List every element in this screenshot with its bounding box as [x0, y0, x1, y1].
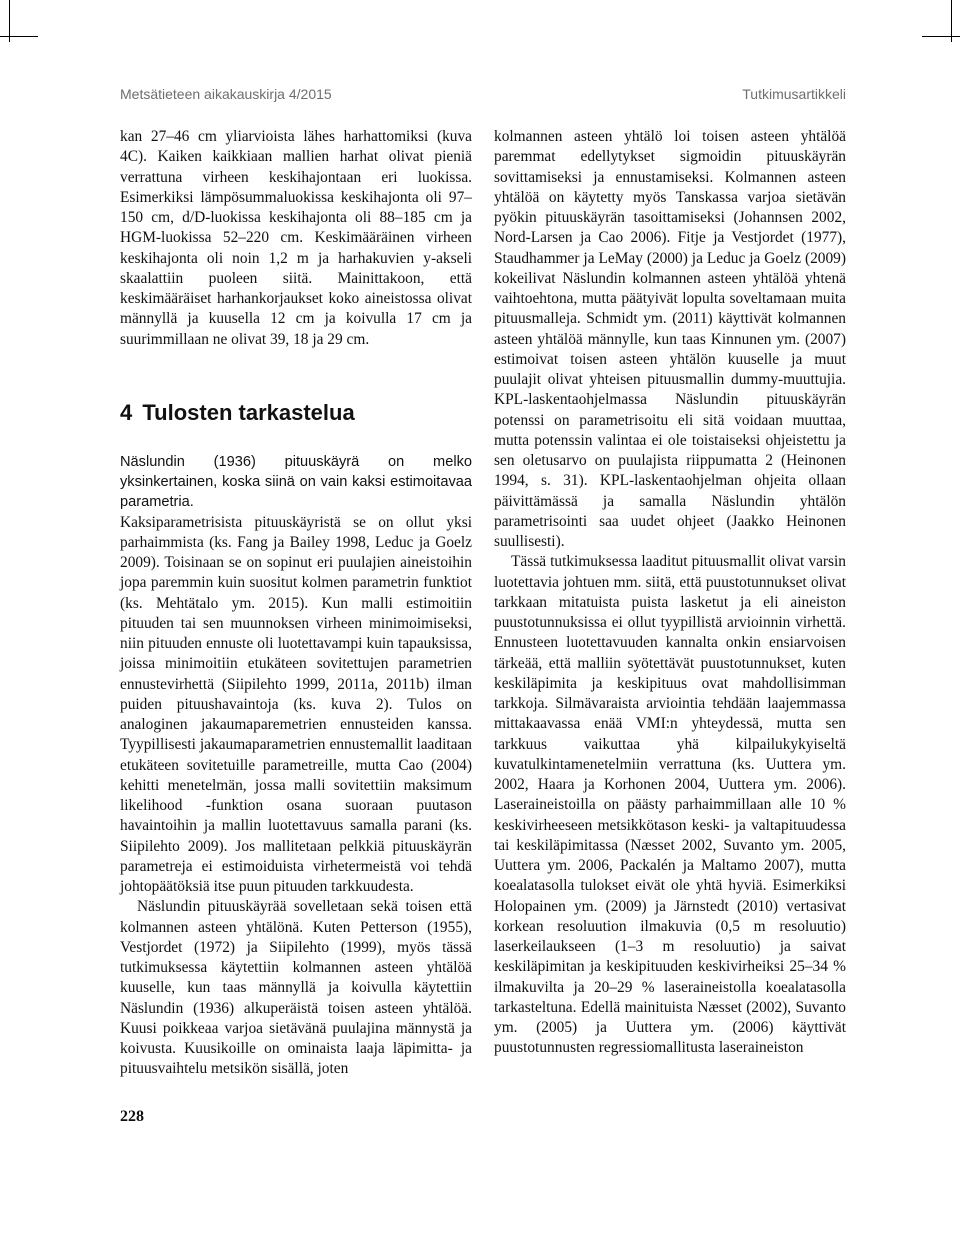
crop-mark	[922, 36, 960, 37]
crop-mark	[0, 36, 38, 37]
section-lead: Näslundin (1936) pituuskäyrä on melko yksinkertainen, koska siinä on vain kaksi estimoitavaa parametria.	[120, 453, 472, 511]
right-column	[494, 127, 846, 1059]
body-paragraph: Tässä tutkimuksessa laaditut pituusmallit olivat varsin luotettavia johtuen mm. siitä, että puustotunnukset olivat tarkkaan mitatuista puista lasketut ja eli aineiston puustotunnuksissa ei ollut tyypillistä arvioinnin virhettä. Ennusteen luotettavuuden kannalta onkin ensiarvoisen tärkeää, että malliin syötettävät puustotunnukset, kuten keskiläpimita ja keskipituus ovat mahdollisimman tarkkoja. Silmävaraista arviointia tehdään laajemmassa mittakaavassa enää VMI:n yhteydessä, mutta sen tarkkuus vaikuttaa yhä kilpailukykyiseltä kuvatulkintamenetelmiin verrattuna (ks. Uuttera ym. 2002, Haara ja Korhonen 2004, Uuttera ym. 2006). Laseraineistoilla on päästy parhaimmillaan alle 10 % keskivirheeseen metsikkötason keski- ja valtapituudessa tai keskiläpimitassa (Næsset 2002, Suvanto ym. 2005, Uuttera ym. 2006, Packalén ja Maltamo 2007), mutta koealatasolla tulokset eivät ole yhtä hyviä. Esimerkiksi Holopainen ym. (2009) ja Järnstedt (2010) vertasivat korkean resoluution ilmakuvia (0,5 m resoluutio) laserkeilaukseen (1–3 m resoluutio) ja saivat keskiläpimitan ja keskipituuden keskivirheiksi 25–34 % ilmakuvilta ja 20–29 % laseraineistolla koealatasolla tarkasteltuna. Edellä mainituista Næsset (2002), Suvanto ym. (2005) ja Uuttera ym. (2006) käyttivät puustotunnusten regressiomallitusta laseraineiston	[494, 553, 846, 1057]
section-heading	[120, 399, 472, 427]
body-paragraph: kan 27–46 cm yliarvioista lähes harhattomiksi (kuva 4C). Kaiken kaikkiaan mallien harhat olivat pieniä verrattuna virheen keskihajontaan eri luokissa. Esimerkiksi lämpösummaluokissa keskihajonta oli 97–150 cm, d/D-luokissa keskihajonta oli 88–185 cm ja HGM-luokissa 52–220 cm. Keskimääräinen virheen keskihajonta oli noin 1,2 m ja harhakuvien y-akseli skaalattiin puoleen siitä. Mainittakoon, että keskimääräiset harhankorjaukset koko aineistossa olivat männyllä ja kuusella 12 cm ja koivulla 17 cm ja suurimmillaan ne olivat 39, 18 ja 29 cm.	[120, 128, 472, 348]
left-column	[120, 127, 472, 1080]
body-paragraph: kolmannen asteen yhtälö loi toisen asteen yhtälöä paremmat edellytykset sigmoidin pituuskäyrän sovittamiseksi ja ennustamiseksi. Kolmannen asteen yhtälöä on käytetty myös Tanskassa varjoa sietävän pyökin pituuskäyrän tasoittamiseksi (Johannsen 2002, Nord-Larsen ja Cao 2006). Fitje ja Vestjordet (1977), Staudhammer ja LeMay (2000) ja Leduc ja Goelz (2009) kokeilivat Näslundin kolmannen asteen yhtälöä yhtenä vaihtoehtona, mutta päätyivät lopulta soveltamaan muita pituusmalleja. Schmidt ym. (2011) käyttivät kolmannen asteen yhtälöä männylle, kun taas Kinnunen ym. (2007) estimoivat toisen asteen yhtälön kuuselle ja muut puulajit olivat yhteisen pituusmallin dummy-muuttujia. KPL-laskentaohjelmassa Näslundin pituuskäyrän potenssi on parametrisoitu eli sitä voidaan muuttaa, mutta potenssin valintaa ei ole toistaiseksi ohjeistettu ja sen oletusarvo on puulajista riippumatta 2 (Heinonen 1994, s. 31). KPL-laskentaohjelman ohjeita ollaan päivittämässä ja samalla Näslundin yhtälön parametrisointi saa uudet ohjeet (Jaakko Heinonen suullisesti).	[494, 128, 846, 550]
body-paragraph: Näslundin pituuskäyrää sovelletaan sekä toisen että kolmannen asteen yhtälönä. Kuten Petterson (1955), Vestjordet (1972) ja Siipilehto (1999), myös tässä tutkimuksessa käytettiin kolmannen asteen yhtälöä kuuselle, kun taas männyllä ja koivulla käytettiin Näslundin (1936) alkuperäistä toisen asteen yhtälöä. Kuusi poikkeaa varjoa sietävänä puulajina männystä ja koivusta. Kuusikoille on ominaista laaja läpimitta- ja pituusvaihtelu metsikön sisällä, joten	[120, 898, 472, 1078]
journal-title: Metsätieteen aikakauskirja 4/2015	[120, 86, 332, 102]
section-number: 4	[120, 399, 133, 425]
section-title: Tulosten tarkastelua	[142, 399, 355, 425]
page-number: 228	[120, 1108, 144, 1125]
running-head	[120, 86, 846, 102]
article-type: Tutkimusartikkeli	[742, 86, 846, 102]
body-paragraph: Kaksiparametrisista pituuskäyristä se on ollut yksi parhaimmista (ks. Fang ja Bailey 1998, Leduc ja Goelz 2009). Toisinaan se on sopinut eri puulajien aineistoihin jopa paremmin kuin suositut kolmen parametrin funktiot (ks. Mehtätalo ym. 2015). Kun malli estimoitiin pituuden tai sen muunnoksen virheen minimoimiseksi, niin pituuden ennuste oli luotettavampi kuin tapauksissa, joissa minimoitiin etukäteen sovitettujen parametrien ennustevirhettä (Siipilehto 1999, 2011a, 2011b) ilman puiden pituushavaintoja (ks. kuva 2). Tulos on analoginen jakaumaparemetrien ennusteiden kanssa. Tyypillisesti jakaumaparametrien ennustemallit laaditaan etukäteen sovitetuille parametreille, mutta Cao (2004) kehitti menetelmän, jossa malli sovitettiin maksimum likelihood -funktion osana suoraan puutason havaintoihin ja mallin luotettavuus samalla parani (ks. Siipilehto 2009). Jos mallitetaan pelkkiä pituuskäyrän parametreja ei estimoiduista virhetermeistä voi tehdä johtopäätöksiä itse puun pituuden tarkkuudesta.	[120, 513, 472, 895]
